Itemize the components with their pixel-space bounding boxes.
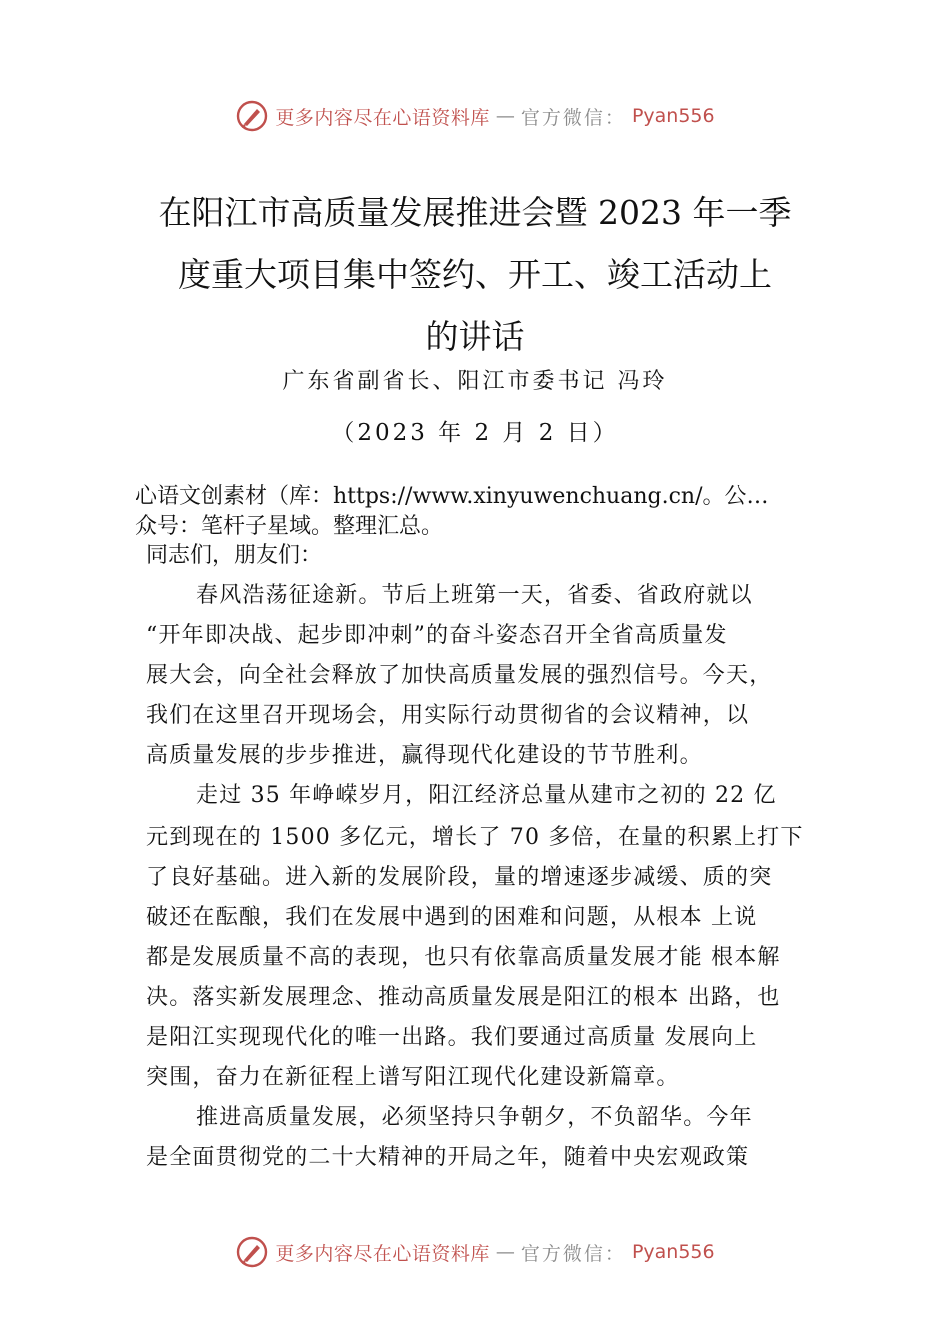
- body-line: 突围，奋力在新征程上谱写阳江现代化建设新篇章。: [146, 1065, 680, 1090]
- banner-text: 更多内容尽在心语资料库: [275, 1242, 490, 1265]
- banner-separator: —: [495, 105, 515, 127]
- body-line: 都是发展质量不高的表现，也只有依靠高质量发展才能 根本解: [146, 945, 781, 970]
- body-line: 元到现在的 1500 多亿元，增长了 70 多倍，在量的积累上打下: [146, 825, 804, 850]
- body-line: 高质量发展的步步推进，赢得现代化建设的节节胜利。: [146, 743, 703, 768]
- body-line: 是阳江实现现代化的唯一出路。我们要通过高质量 发展向上: [146, 1025, 758, 1050]
- greeting: 同志们，朋友们：: [146, 543, 323, 568]
- body-line: 春风浩荡征途新。节后上班第一天，省委、省政府就以: [196, 583, 753, 608]
- header-banner: [0, 96, 950, 136]
- source-note: [135, 482, 830, 542]
- pen-logo-icon: [235, 99, 269, 133]
- title-line: 度重大项目集中签约、开工、竣工活动上: [178, 255, 772, 294]
- body-line: 破还在酝酿，我们在发展中遇到的困难和问题，从根本 上说: [146, 905, 758, 930]
- date-line: （2023 年 2 月 2 日）: [331, 420, 619, 446]
- body-line: 决。落实新发展理念、推动高质量发展是阳江的根本 出路，也: [146, 985, 781, 1010]
- banner-wechat-label: 官方微信：: [520, 106, 626, 129]
- body-line: 展大会，向全社会释放了加快高质量发展的强烈信号。今天，: [146, 663, 773, 688]
- banner-text: 更多内容尽在心语资料库: [275, 106, 490, 129]
- banner-separator: —: [495, 1241, 515, 1263]
- document-title: [120, 182, 830, 368]
- title-line: 在阳江市高质量发展推进会暨 2023 年一季: [158, 193, 792, 232]
- banner-wechat-label: 官方微信：: [520, 1242, 626, 1265]
- body-line: 了良好基础。进入新的发展阶段，量的增速逐步减缓、质的突: [146, 865, 773, 890]
- body-line: “开年即决战、起步即冲刺”的奋斗姿态召开全省高质量发: [146, 623, 728, 648]
- body-line: 推进高质量发展，必须坚持只争朝夕，不负韶华。今年: [196, 1105, 753, 1130]
- footer-banner: [0, 1232, 950, 1272]
- author-line: 广东省副省长、阳江市委书记 冯玲: [282, 369, 668, 394]
- body-line: 是全面贯彻党的二十大精神的开局之年，随着中央宏观政策: [146, 1145, 750, 1170]
- body-line: 走过 35 年峥嵘岁月，阳江经济总量从建市之初的 22 亿: [196, 783, 777, 808]
- source-line: 众号：笔杆子星域。整理汇总。: [135, 514, 444, 539]
- banner-wechat-id: Pyan556: [631, 1241, 715, 1263]
- body-line: 我们在这里召开现场会，用实际行动贯彻省的会议精神，以: [146, 703, 750, 728]
- pen-logo-icon: [235, 1235, 269, 1269]
- banner-wechat-id: Pyan556: [631, 105, 715, 127]
- source-line: 心语文创素材（库：https://www.xinyuwenchuang.cn/。公…: [135, 484, 769, 509]
- title-line: 的讲话: [425, 317, 525, 356]
